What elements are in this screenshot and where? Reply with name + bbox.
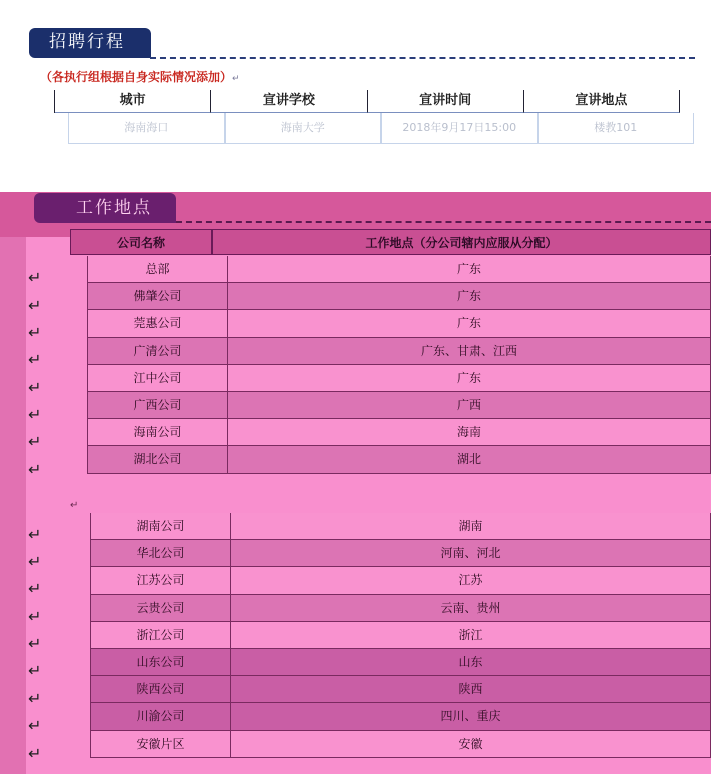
paragraph-mark: ↵ [28,378,42,397]
table-row [87,446,711,473]
table-row [90,622,711,649]
workplace-cell: 江苏 [231,567,711,594]
paragraph-mark: ↵ [28,689,42,708]
company-cell: 华北公司 [90,540,231,567]
table-row [90,567,711,594]
section-divider [176,221,711,223]
paragraph-mark: ↵ [28,661,42,680]
company-cell: 湖南公司 [90,513,231,540]
table-row [87,419,711,446]
location-table-header [70,229,711,255]
workplace-cell: 广西 [228,392,711,419]
workplace-cell: 云南、贵州 [231,595,711,622]
paragraph-mark: ↵ [28,579,42,598]
table-row [87,365,711,392]
paragraph-mark: ↵ [28,744,42,763]
schedule-row [68,113,694,144]
workplace-cell: 广东 [228,256,711,283]
workplace-cell: 陕西 [231,676,711,703]
header-city: 城市 [55,90,211,113]
company-cell: 海南公司 [87,419,228,446]
workplace-cell: 湖北 [228,446,711,473]
table-row [90,595,711,622]
workplace-cell: 广东 [228,310,711,337]
cell-venue: 楼教101 [538,113,695,144]
location-table-part-2 [90,513,711,758]
company-cell: 陕西公司 [90,676,231,703]
table-row [90,731,711,758]
paragraph-mark: ↵ [28,607,42,626]
paragraph-mark: ↵ [28,634,42,653]
company-cell: 云贵公司 [90,595,231,622]
company-cell: 广清公司 [87,338,228,365]
paragraph-mark: ↵ [28,460,42,479]
table-row [87,392,711,419]
left-margin-strip [0,237,26,774]
company-cell: 佛肇公司 [87,283,228,310]
schedule-header-row [54,90,680,113]
company-cell: 广西公司 [87,392,228,419]
workplace-cell: 广东 [228,365,711,392]
cell-city: 海南海口 [68,113,225,144]
header-company: 公司名称 [70,229,212,255]
table-row [90,703,711,730]
table-row [87,283,711,310]
workplace-cell: 湖南 [231,513,711,540]
company-cell: 浙江公司 [90,622,231,649]
company-cell: 安徽片区 [90,731,231,758]
workplace-cell: 四川、重庆 [231,703,711,730]
table-row [90,540,711,567]
table-row [87,310,711,337]
table-row [90,649,711,676]
company-cell: 湖北公司 [87,446,228,473]
paragraph-mark: ↵ [28,716,42,735]
company-cell: 山东公司 [90,649,231,676]
company-cell: 莞惠公司 [87,310,228,337]
table-row [87,338,711,365]
table-row [87,256,711,283]
workplace-cell: 广东 [228,283,711,310]
paragraph-mark: ↵ [28,552,42,571]
cell-time: 2018年9月17日15:00 [381,113,538,144]
workplace-cell: 海南 [228,419,711,446]
workplace-cell: 河南、河北 [231,540,711,567]
header-time: 宣讲时间 [368,90,524,113]
table-row [90,676,711,703]
workplace-cell: 安徽 [231,731,711,758]
paragraph-mark: ↵ [28,323,42,342]
schedule-table [54,90,680,144]
workplace-cell: 浙江 [231,622,711,649]
paragraph-mark: ↵ [28,432,42,451]
workplace-cell: 广东、甘肃、江西 [228,338,711,365]
company-cell: 江中公司 [87,365,228,392]
paragraph-mark: ↵ [28,350,42,369]
paragraph-mark: ↵ [28,268,42,287]
company-cell: 总部 [87,256,228,283]
header-venue: 宣讲地点 [524,90,680,113]
location-section-title: 工作地点 [34,193,176,223]
header-workplace: 工作地点（分公司辖内应服从分配） [212,229,711,255]
section-divider [150,57,695,59]
header-school: 宣讲学校 [211,90,367,113]
company-cell: 川渝公司 [90,703,231,730]
company-cell: 江苏公司 [90,567,231,594]
paragraph-mark: ↵ [28,405,42,424]
schedule-section-title: 招聘行程 [29,28,151,58]
cell-school: 海南大学 [225,113,382,144]
paragraph-mark: ↵ [28,525,42,544]
workplace-cell: 山东 [231,649,711,676]
paragraph-mark: ↵ [70,500,79,511]
schedule-note: （各执行组根据自身实际情况添加）↵ [40,70,240,84]
table-row [90,513,711,540]
location-table-part-1 [87,256,711,474]
paragraph-mark: ↵ [28,296,42,315]
